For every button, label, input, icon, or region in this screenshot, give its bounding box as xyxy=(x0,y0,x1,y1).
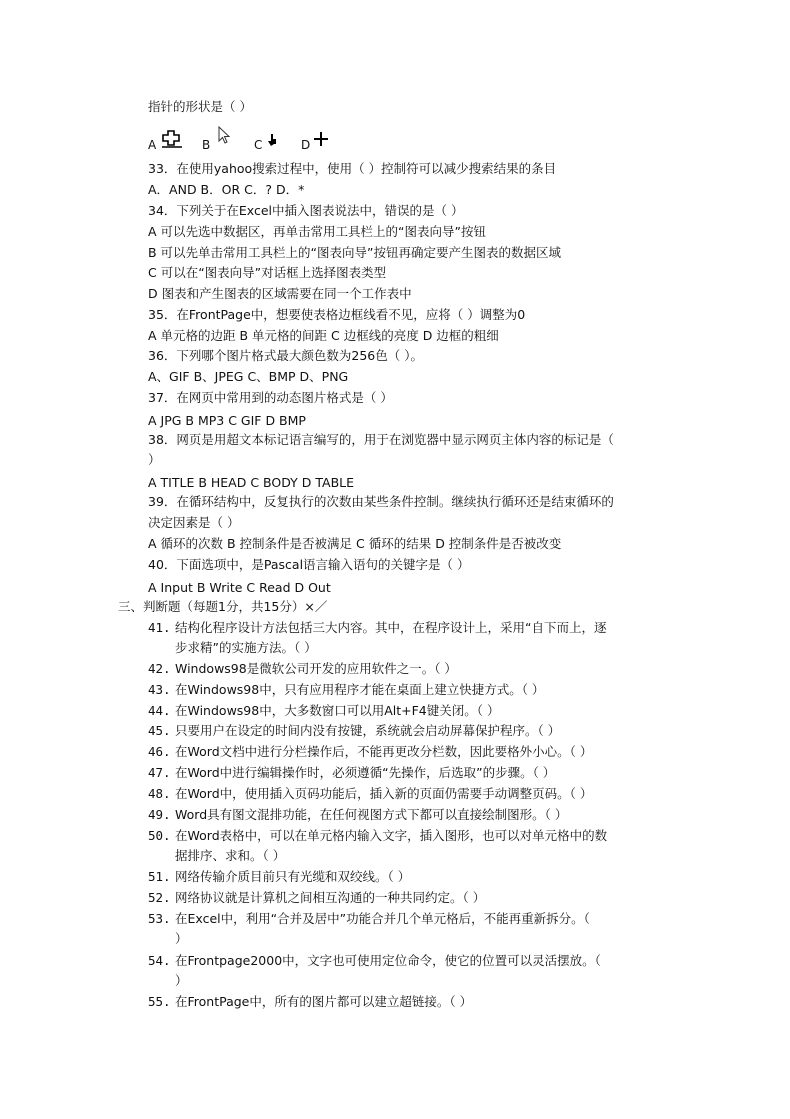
judge-55-num: 55. xyxy=(148,994,171,1009)
judge-50-text: 在Word表格中，可以在单元格内输入文字，插入图形，也可以对单元格中的数 xyxy=(175,828,608,843)
question-39: 39．在循环结构中，反复执行的次数由某些条件控制。继续执行循环还是结束循环的 xyxy=(148,494,614,509)
section-heading-judgement: 三、判断题（每题1分，共15分）×／ xyxy=(118,599,328,614)
judge-55-text: 在FrontPage中，所有的图片都可以建立超链接。（ ） xyxy=(175,994,473,1009)
judge-48-text: 在Word中，使用插入页码功能后，插入新的页面仍需要手动调整页码。（ ） xyxy=(175,786,593,801)
judge-47-num: 47. xyxy=(148,765,171,780)
option-c-label: C xyxy=(254,138,263,152)
question-34-option-a: A 可以先选中数据区，再单击常用工具栏上的“图表向导”按钮 xyxy=(148,224,486,239)
judge-46-num: 46. xyxy=(148,744,171,759)
question-35: 35．在FrontPage中，想要使表格边框线看不见，应将（ ）调整为0 xyxy=(148,307,526,322)
question-36: 36．下列哪个图片格式最大颜色数为256色（ ）。 xyxy=(148,348,423,363)
option-b-label: B xyxy=(202,138,211,152)
question-38-cont: ） xyxy=(148,452,161,467)
crosshair-cursor-icon xyxy=(314,132,328,146)
judge-47-text: 在Word中进行编辑操作时，必须遵循“先操作，后选取”的步骤。（ ） xyxy=(175,765,556,780)
judge-53-text-cont: ） xyxy=(175,931,188,946)
judge-41-num: 41. xyxy=(148,620,171,635)
question-37-options: A JPG B MP3 C GIF D BMP xyxy=(148,413,306,428)
question-34-option-b: B 可以先单击常用工具栏上的“图表向导”按钮再确定要产生图表的数据区域 xyxy=(148,245,562,260)
option-d-label: D xyxy=(301,138,311,152)
option-a-label: A xyxy=(148,138,157,152)
question-36-options: A、GIF B、JPEG C、BMP D、PNG xyxy=(148,369,349,384)
question-38: 38．网页是用超文本标记语言编写的，用于在浏览器中显示网页主体内容的标记是（ xyxy=(148,432,614,447)
resize-cursor-icon xyxy=(161,130,183,148)
question-35-options: A 单元格的边距 B 单元格的间距 C 边框线的亮度 D 边框的粗细 xyxy=(148,328,499,343)
question-33-options: A．AND B．OR C．? D．* xyxy=(148,182,305,197)
question-34-option-d: D 图表和产生图表的区域需要在同一个工作表中 xyxy=(148,286,412,301)
judge-42-text: Windows98是微软公司开发的应用软件之一。（ ） xyxy=(175,661,457,676)
hand-cursor-icon xyxy=(268,134,278,146)
judge-54-num: 54. xyxy=(148,953,171,968)
judge-44-text: 在Windows98中，大多数窗口可以用Alt+F4键关闭。（ ） xyxy=(175,703,500,718)
judge-41-text: 结构化程序设计方法包括三大内容。其中，在程序设计上，采用“自下而上，逐 xyxy=(175,620,607,635)
judge-45-num: 45. xyxy=(148,723,171,738)
judge-50-text-cont: 据排序、求和。（ ） xyxy=(175,848,286,863)
question-33: 33．在使用yahoo搜索过程中，使用（ ）控制符可以减少搜索结果的条目 xyxy=(148,161,557,176)
judge-52-text: 网络协议就是计算机之间相互沟通的一种共同约定。（ ） xyxy=(175,890,486,905)
judge-43-text: 在Windows98中，只有应用程序才能在桌面上建立快捷方式。（ ） xyxy=(175,682,545,697)
judge-42-num: 42. xyxy=(148,661,171,676)
question-34-option-c: C 可以在“图表向导”对话框上选择图表类型 xyxy=(148,265,387,280)
judge-45-text: 只要用户在设定的时间内没有按键，系统就会启动屏幕保护程序。（ ） xyxy=(175,723,561,738)
judge-46-text: 在Word文档中进行分栏操作后，不能再更改分栏数，因此要格外小心。（ ） xyxy=(175,744,593,759)
question-40-options: A Input B Write C Read D Out xyxy=(148,580,331,595)
judge-54-text: 在Frontpage2000中，文字也可使用定位命令，使它的位置可以灵活摆放。（ xyxy=(175,953,601,968)
judge-49-text: Word具有图文混排功能，在任何视图方式下都可以直接绘制图形。（ ） xyxy=(175,807,568,822)
judge-54-text-cont: ） xyxy=(175,973,188,988)
judge-48-num: 48. xyxy=(148,786,171,801)
question-34: 34．下列关于在Excel中插入图表说法中，错误的是（ ） xyxy=(148,203,464,218)
judge-52-num: 52. xyxy=(148,890,171,905)
question-39-cont: 决定因素是（ ） xyxy=(148,515,240,530)
judge-53-num: 53. xyxy=(148,911,171,926)
question-37: 37．在网页中常用到的动态图片格式是（ ） xyxy=(148,390,393,405)
judge-43-num: 43. xyxy=(148,682,171,697)
judge-51-num: 51. xyxy=(148,869,171,884)
question-39-options: A 循环的次数 B 控制条件是否被满足 C 循环的结果 D 控制条件是否被改变 xyxy=(148,536,562,551)
arrow-cursor-icon xyxy=(218,126,232,146)
question-40: 40．下面选项中，是Pascal语言输入语句的关键字是（ ） xyxy=(148,557,470,572)
judge-53-text: 在Excel中，利用“合并及居中”功能合并几个单元格后，不能再重新拆分。（ xyxy=(175,911,590,926)
judge-49-num: 49. xyxy=(148,807,171,822)
judge-44-num: 44. xyxy=(148,703,171,718)
judge-50-num: 50. xyxy=(148,828,171,843)
judge-51-text: 网络传输介质目前只有光缆和双绞线。（ ） xyxy=(175,869,411,884)
question-32-stem: 指针的形状是（ ） xyxy=(148,99,252,114)
judge-41-text-cont: 步求精”的实施方法。（ ） xyxy=(175,640,317,655)
question-38-options: A TITLE B HEAD C BODY D TABLE xyxy=(148,475,355,490)
